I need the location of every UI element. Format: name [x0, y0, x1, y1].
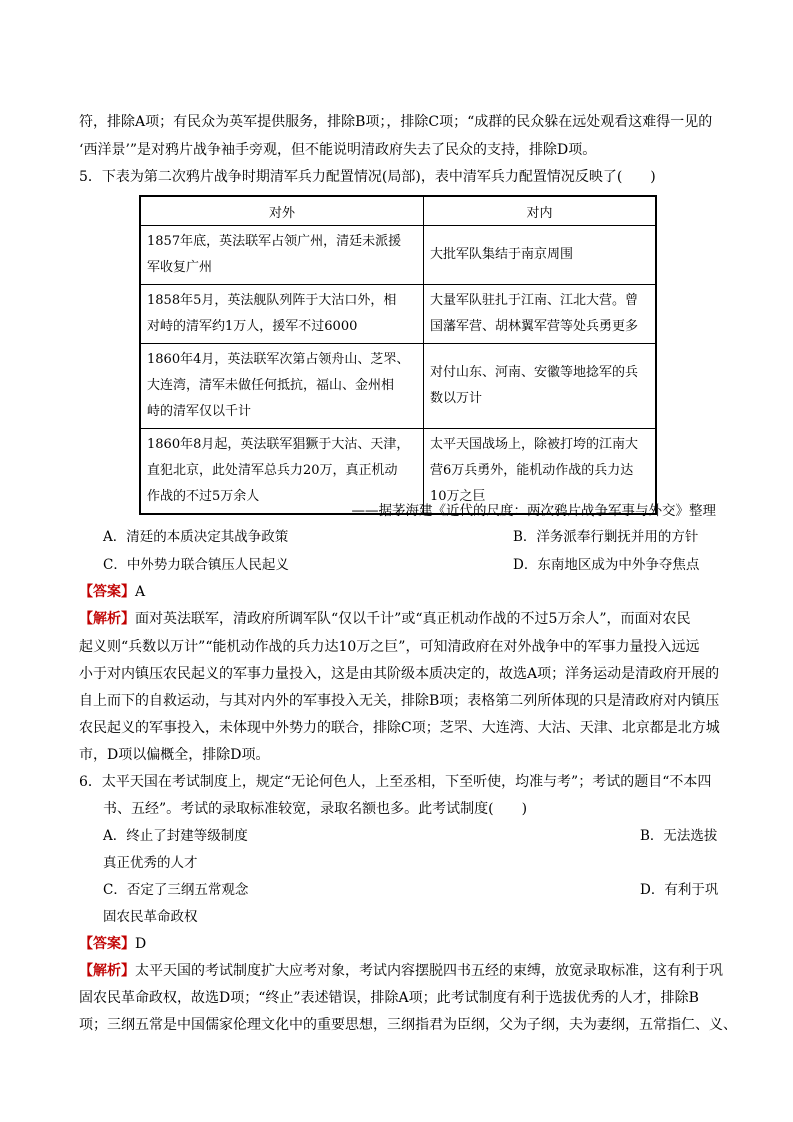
- cell-line: 10万之巨: [430, 489, 486, 504]
- table-header-external: 对外: [140, 196, 424, 226]
- q6-option-b: B．无法选拔: [640, 828, 718, 844]
- table-header-row: [140, 196, 656, 226]
- q6-analysis-line-1: [79, 961, 723, 981]
- table-cell-internal: [424, 226, 657, 285]
- cell-line: 营6万兵勇外，能机动作战的兵力达: [430, 463, 634, 478]
- q5-option-d: D．东南地区成为中外争夺焦点: [513, 557, 700, 573]
- q5-analysis-line-6: 市，D项以偏概全，排除D项。: [79, 747, 270, 763]
- q6-option-c: C．否定了三纲五常观念: [103, 882, 249, 898]
- analysis-text: 面对英法联军，清政府所调军队“仅以千计”或“真正机动作战的不过5万余人”，而面对农民: [135, 611, 691, 627]
- cell-line: 大连湾，清军未做任何抵抗，福山、金州相: [147, 378, 395, 393]
- q6-stem-line-1: 6．太平天国在考试制度上，规定“无论何色人，上至丞相，下至听使，均准与考”；考试的题目“不本四: [79, 774, 712, 790]
- q5-analysis-line-1: [79, 609, 691, 629]
- cell-line: 大量军队驻扎于江南、江北大营。曾: [430, 293, 639, 308]
- table-cell-external: [140, 285, 424, 344]
- q5-option-a: A．清廷的本质决定其战争政策: [103, 529, 289, 545]
- answer-label: 【答案】: [79, 584, 135, 600]
- cell-line: 数以万计: [430, 391, 483, 406]
- q6-stem-line-2: 书、五经”。考试的录取标准较宽，录取名额也多。此考试制度( ): [103, 801, 528, 817]
- answer-label: 【答案】: [79, 936, 135, 952]
- table-source: ——据茅海建《近代的尺度：两次鸦片战争军事与外交》整理: [351, 503, 716, 519]
- answer-value: A: [135, 584, 146, 600]
- table-row: [140, 285, 656, 344]
- table-row: [140, 344, 656, 429]
- q6-option-d: D．有利于巩: [640, 882, 719, 898]
- q5-analysis-line-5: 农民起义的军事投入，未体现中外势力的联合，排除C项；芝罘、大连湾、大沽、天津、北京都是北方城: [79, 720, 720, 736]
- cell-line: 1860年4月，英法联军次第占领舟山、芝罘、: [147, 352, 410, 367]
- q6-option-b-continued: 真正优秀的人才: [103, 855, 198, 871]
- cell-line: 作战的不过5万余人: [147, 489, 260, 504]
- answer-value: D: [135, 936, 147, 952]
- q6-option-a: A．终止了封建等级制度: [103, 828, 248, 844]
- cell-line: 直犯北京，此处清军总兵力20万，真正机动: [147, 463, 398, 478]
- q6-answer: [79, 934, 146, 954]
- cell-line: 大批军队集结于南京周围: [430, 247, 574, 262]
- q5-table: [139, 195, 657, 515]
- cell-line: 1860年8月起，英法联军猖獗于大沽、天津，: [147, 437, 410, 452]
- q5-option-b: B．洋务派奉行剿抚并用的方针: [513, 529, 699, 545]
- q6-analysis-line-2: 固农民革命政权，故选D项；“终止”表述错误，排除A项；此考试制度有利于选拔优秀的人才，排除B: [79, 990, 699, 1006]
- cell-line: 太平天国战场上，除被打垮的江南大: [430, 437, 639, 452]
- analysis-label: 【解析】: [79, 963, 135, 979]
- prev-analysis-line-1: 符，排除A项；有民众为英军提供服务，排除B项；，排除C项；“成群的民众躲在远处观看这难得一见的: [79, 114, 713, 130]
- table-header-internal: 对内: [424, 196, 657, 226]
- cell-line: 对付山东、河南、安徽等地捻军的兵: [430, 365, 639, 380]
- table-cell-external: [140, 344, 424, 429]
- prev-analysis-line-2: ‘西洋景’”是对鸦片战争袖手旁观，但不能说明清政府失去了民众的支持，排除D项。: [79, 142, 597, 158]
- cell-line: 1858年5月，英法舰队列阵于大沽口外，相: [147, 293, 397, 308]
- table-cell-external: [140, 226, 424, 285]
- q5-stem: 5．下表为第二次鸦片战争时期清军兵力配置情况(局部)，表中清军兵力配置情况反映了( ): [79, 169, 656, 185]
- table-row: [140, 226, 656, 285]
- q6-option-d-continued: 固农民革命政权: [103, 909, 198, 925]
- cell-line: 峙的清军仅以千计: [147, 404, 252, 419]
- q6-analysis-line-3: 项；三纲五常是中国儒家伦理文化中的重要思想，三纲指君为臣纲，父为子纲，夫为妻纲，五常指仁、义、: [79, 1017, 737, 1033]
- cell-line: 国藩军营、胡林翼军营等处兵勇更多: [430, 319, 639, 334]
- q5-analysis-line-4: 自上而下的自救运动，与其对内外的军事投入无关，排除B项；表格第二列所体现的只是清政府对内镇压: [79, 693, 720, 709]
- q5-option-c: C．中外势力联合镇压人民起义: [103, 557, 289, 573]
- q5-answer: [79, 582, 145, 602]
- analysis-label: 【解析】: [79, 611, 135, 627]
- table-cell-internal: [424, 344, 657, 429]
- cell-line: 对峙的清军约1万人，援军不过6000: [147, 319, 358, 334]
- analysis-text: 太平天国的考试制度扩大应考对象，考试内容摆脱四书五经的束缚，放宽录取标准，这有利于巩: [135, 963, 723, 979]
- q5-analysis-line-3: 小于对内镇压农民起义的军事力量投入，这是由其阶级本质决定的，故选A项；洋务运动是清政府开展的: [79, 666, 720, 682]
- cell-line: 军收复广州: [147, 260, 213, 275]
- cell-line: 1857年底，英法联军占领广州，清廷未派援: [147, 234, 402, 249]
- q5-analysis-line-2: 起义则“兵数以万计”“能机动作战的兵力达10万之巨”，可知清政府在对外战争中的军事力量投入远远: [79, 639, 700, 655]
- table-cell-internal: [424, 285, 657, 344]
